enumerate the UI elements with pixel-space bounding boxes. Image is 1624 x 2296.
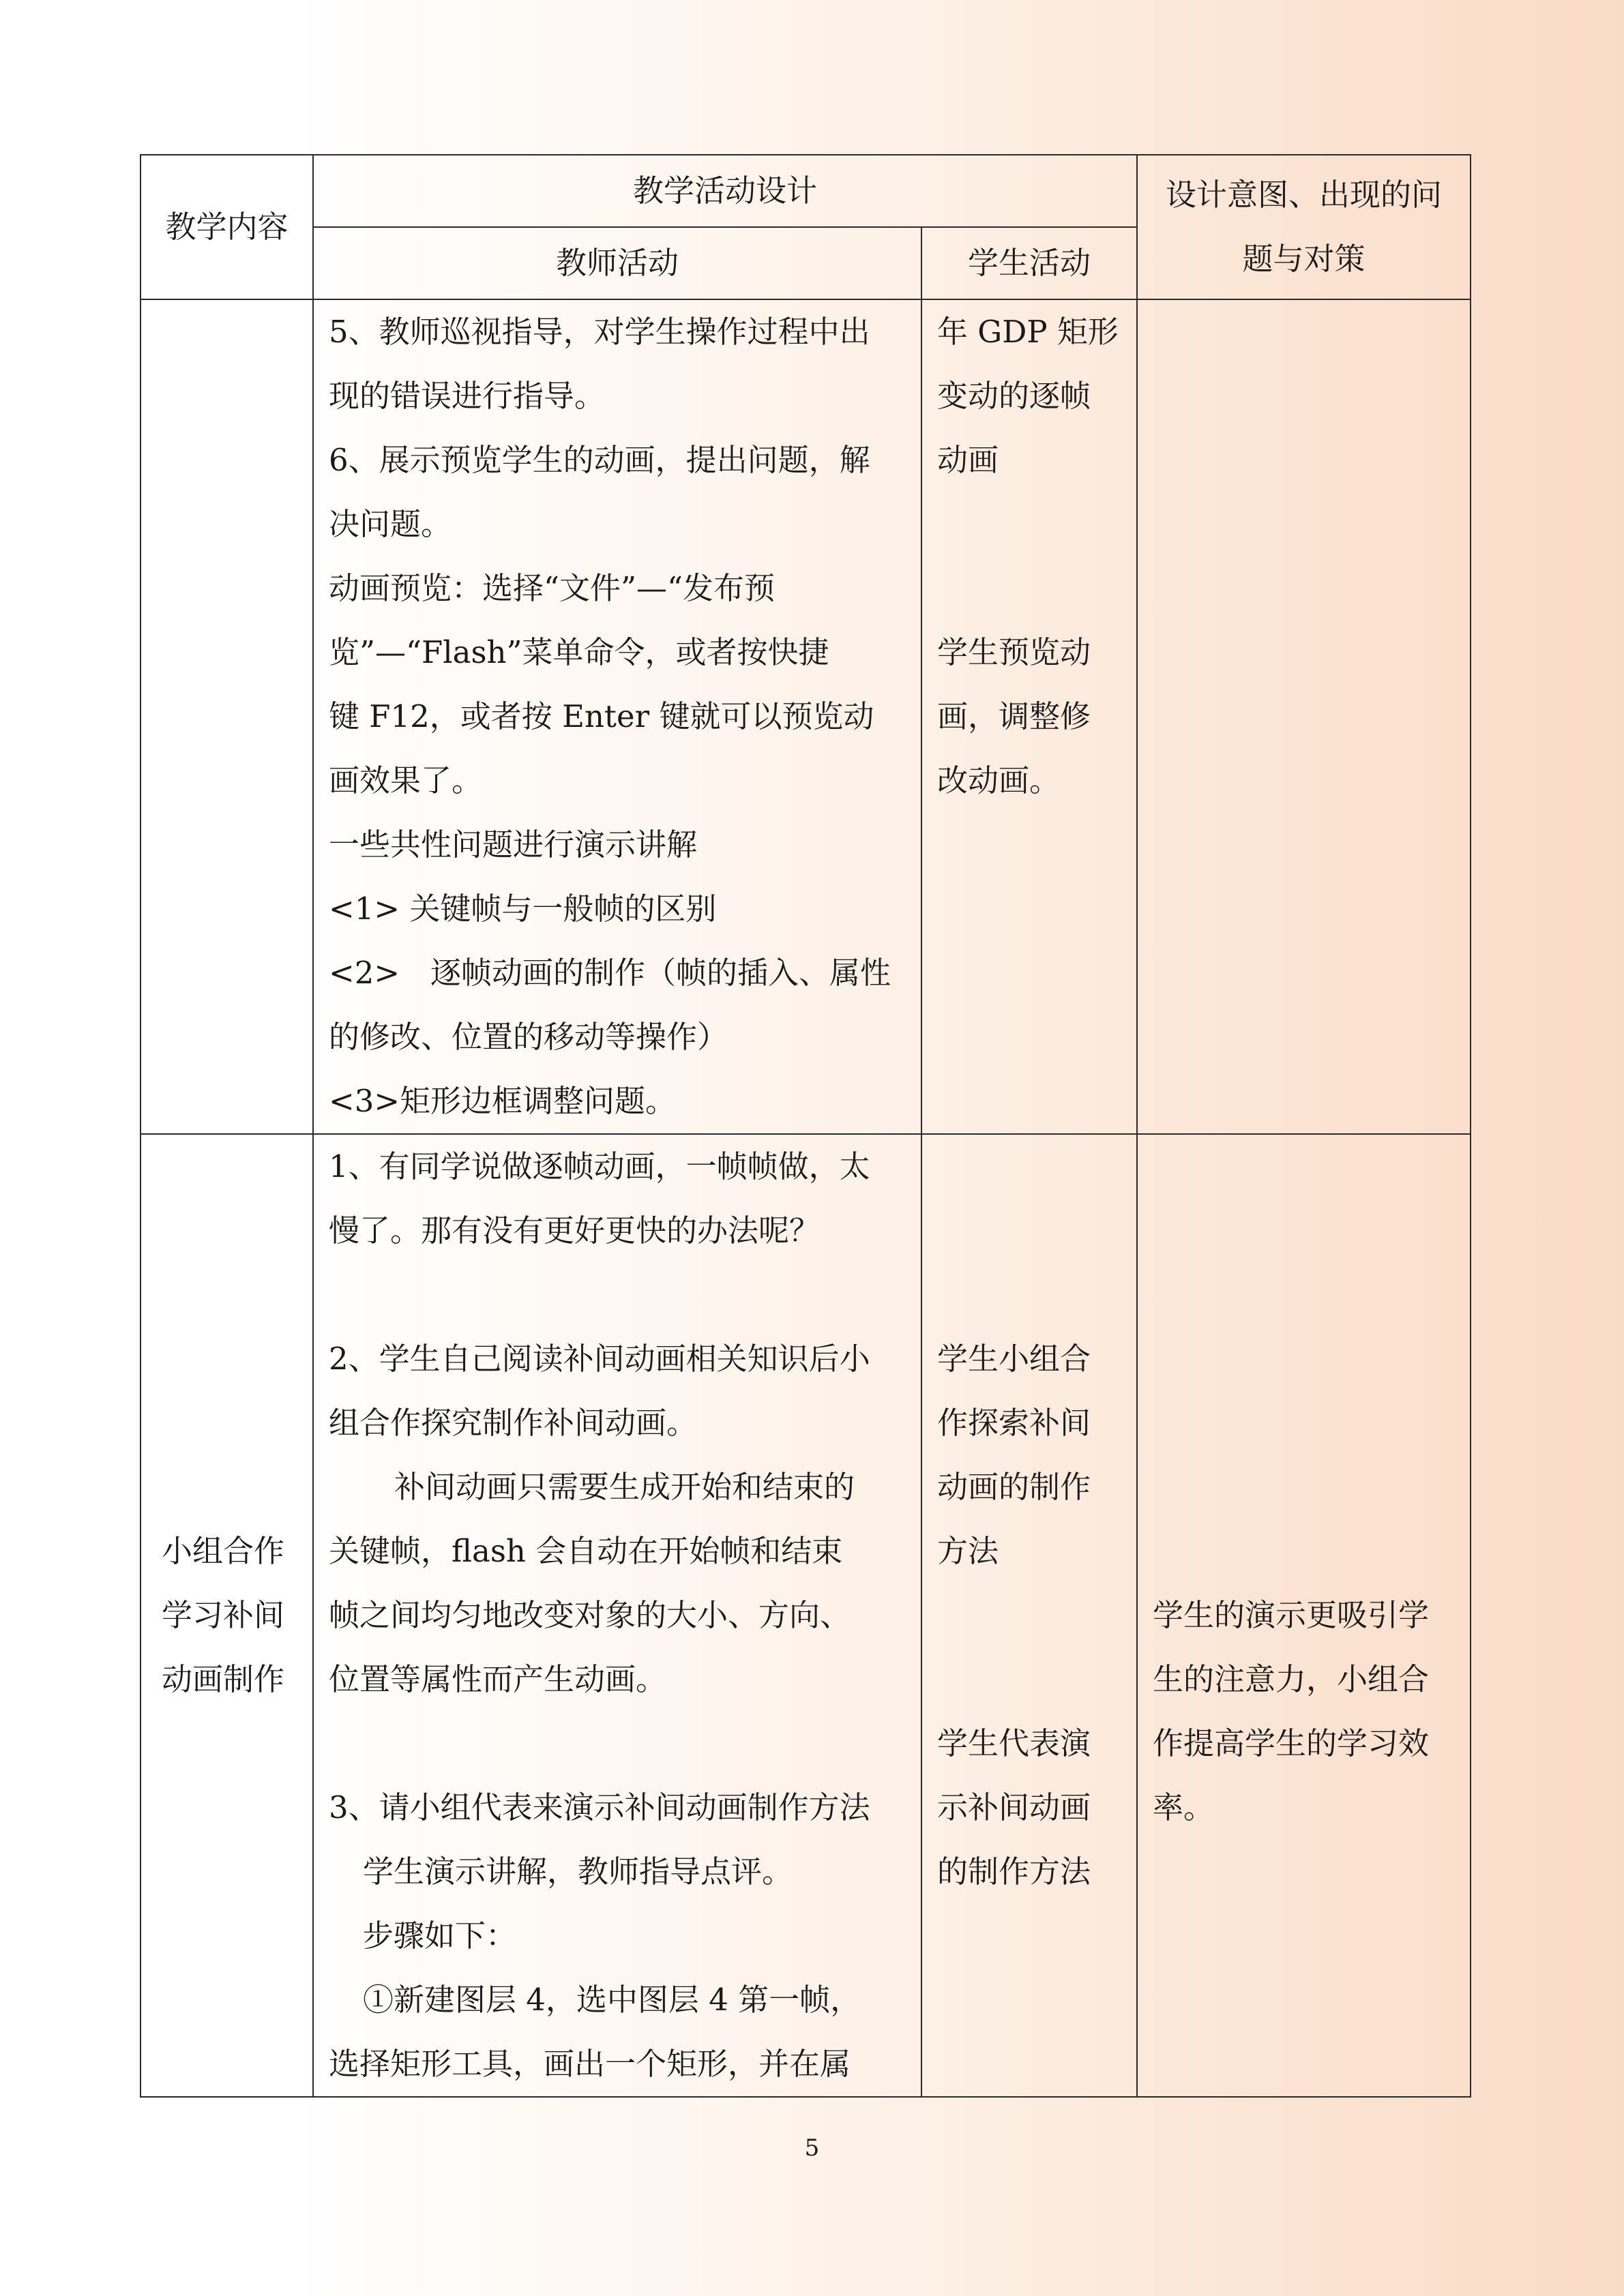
row2-design-spacer <box>1153 1199 1463 1263</box>
row2-student-line: 示补间动画 <box>937 1789 1091 1825</box>
row2-design-line: 学生的演示更吸引学 <box>1153 1597 1430 1633</box>
row1-teacher-line: 览”—“Flash”菜单命令，或者按快捷 <box>329 634 829 670</box>
row1-teacher-line: 的修改、位置的移动等操作） <box>329 1019 728 1055</box>
row2-teacher-line: 学生演示讲解，教师指导点评。 <box>363 1853 793 1890</box>
row2-student-spacer <box>937 1583 1130 1648</box>
row2-student-line: 作探索补间 <box>937 1405 1091 1441</box>
row2-teacher-line: 1、有同学说做逐帧动画，一帧帧做，太 <box>329 1148 870 1184</box>
row2-content-line: 学习补间 <box>162 1597 285 1633</box>
row1-student-line: 画，调整修 <box>937 698 1091 734</box>
header-design-intent-line-1: 设计意图、出现的问 <box>1166 177 1443 213</box>
row2-teacher-line: 慢了。那有没有更好更快的办法呢？ <box>329 1212 821 1249</box>
row1-teacher-line: 现的错误进行指导。 <box>329 378 606 414</box>
row1-student-line: 年 GDP 矩形 <box>937 314 1119 350</box>
row1-student-line: 学生预览动 <box>937 634 1091 670</box>
header-student-activity-cell <box>921 227 1137 299</box>
row2-content-cell <box>141 1134 313 2097</box>
row1-student-line: 改动画。 <box>937 762 1061 799</box>
row2-teacher-line: 组合作探究制作补间动画。 <box>329 1405 698 1441</box>
row2-student-spacer <box>937 1199 1130 1263</box>
row2-design-spacer <box>1153 1263 1463 1327</box>
row2-content-spacer <box>162 1391 306 1455</box>
row1-student-spacer <box>937 492 1130 556</box>
header-row-1 <box>141 155 1471 227</box>
header-teacher-activity-cell <box>313 227 921 299</box>
row2-student-spacer <box>937 1135 1130 1199</box>
row1-student-line: 动画 <box>937 442 999 478</box>
header-teacher-activity-label: 教师活动 <box>555 245 679 281</box>
header-activity-design-label: 教学活动设计 <box>633 173 818 209</box>
row2-design-spacer <box>1153 1327 1463 1391</box>
header-activity-design-cell <box>313 155 1137 227</box>
row2-design-spacer <box>1153 1391 1463 1455</box>
row2-design-line: 率。 <box>1153 1789 1215 1825</box>
row1-student-spacer <box>937 556 1130 621</box>
row1-teacher-line: 决问题。 <box>329 506 452 542</box>
row2-teacher-line: 选择矩形工具，画出一个矩形，并在属 <box>329 2046 851 2082</box>
header-content-label: 教学内容 <box>165 209 289 245</box>
row2-teacher-line: 步骤如下： <box>363 1918 517 1954</box>
row1-content-cell <box>141 299 313 1134</box>
row2-student-line: 的制作方法 <box>937 1853 1091 1890</box>
row1-teacher-line: 键 F12，或者按 Enter 键就可以预览动 <box>329 698 874 734</box>
row2-teacher-spacer <box>329 1712 909 1776</box>
row1-teacher-cell <box>313 299 921 1134</box>
row2-teacher-line: 关键帧，flash 会自动在开始帧和结束 <box>329 1533 843 1569</box>
header-content-cell <box>141 155 313 299</box>
row1-teacher-line: <1> 关键帧与一般帧的区别 <box>329 891 717 927</box>
row2-teacher-line: ①新建图层 4，选中图层 4 第一帧， <box>363 1982 861 2018</box>
row2-teacher-cell <box>313 1134 921 2097</box>
row2-student-spacer <box>937 1648 1130 1712</box>
row2-student-line: 方法 <box>937 1533 999 1569</box>
row2-content-spacer <box>162 1263 306 1327</box>
row2-teacher-line: 帧之间均匀地改变对象的大小、方向、 <box>329 1597 851 1633</box>
row2-content-spacer <box>162 1455 306 1519</box>
row2-teacher-line: 2、学生自己阅读补间动画相关知识后小 <box>329 1341 870 1377</box>
row2-design-spacer <box>1153 1135 1463 1199</box>
row1-design-cell <box>1137 299 1471 1134</box>
row2-content-line: 小组合作 <box>162 1533 285 1569</box>
row2-student-line: 学生代表演 <box>937 1725 1091 1761</box>
header-design-intent-cell <box>1137 155 1471 299</box>
row2-student-spacer <box>937 1263 1130 1327</box>
row2-design-spacer <box>1153 1519 1463 1583</box>
row1-student-cell <box>921 299 1137 1134</box>
row2-teacher-spacer <box>329 1263 909 1327</box>
row1-teacher-line: 画效果了。 <box>329 762 483 799</box>
row1-teacher-line: 一些共性问题进行演示讲解 <box>329 826 698 863</box>
row2-student-line: 动画的制作 <box>937 1469 1091 1505</box>
row2-design-cell <box>1137 1134 1471 2097</box>
row2-teacher-line: 补间动画只需要生成开始和结束的 <box>394 1469 855 1505</box>
row2-content-line: 动画制作 <box>162 1661 285 1697</box>
table-row-1 <box>141 299 1471 1134</box>
row1-teacher-line: <2> 逐帧动画的制作（帧的插入、属性 <box>329 955 891 991</box>
row2-teacher-line: 3、请小组代表来演示补间动画制作方法 <box>329 1789 870 1825</box>
row2-content-spacer <box>162 1327 306 1391</box>
table-row-2 <box>141 1134 1471 2097</box>
row2-content-spacer <box>162 1135 306 1199</box>
row1-teacher-line: 6、展示预览学生的动画，提出问题，解 <box>329 442 870 478</box>
row1-teacher-line: 动画预览：选择“文件”—“发布预 <box>329 570 776 606</box>
row1-teacher-line: <3>矩形边框调整问题。 <box>329 1083 677 1119</box>
row2-student-cell <box>921 1134 1137 2097</box>
header-student-activity-label: 学生活动 <box>968 245 1091 281</box>
row2-design-line: 生的注意力，小组合 <box>1153 1661 1430 1697</box>
row2-design-line: 作提高学生的学习效 <box>1153 1725 1430 1761</box>
row1-teacher-line: 5、教师巡视指导，对学生操作过程中出 <box>329 314 870 350</box>
row1-student-line: 变动的逐帧 <box>937 378 1091 414</box>
header-design-intent-line-2: 题与对策 <box>1242 241 1365 277</box>
page-number: 5 <box>804 2134 820 2162</box>
row2-content-spacer <box>162 1199 306 1263</box>
lesson-plan-table <box>140 154 1471 2098</box>
row2-student-line: 学生小组合 <box>937 1341 1091 1377</box>
row2-design-spacer <box>1153 1455 1463 1519</box>
row2-teacher-line: 位置等属性而产生动画。 <box>329 1661 667 1697</box>
